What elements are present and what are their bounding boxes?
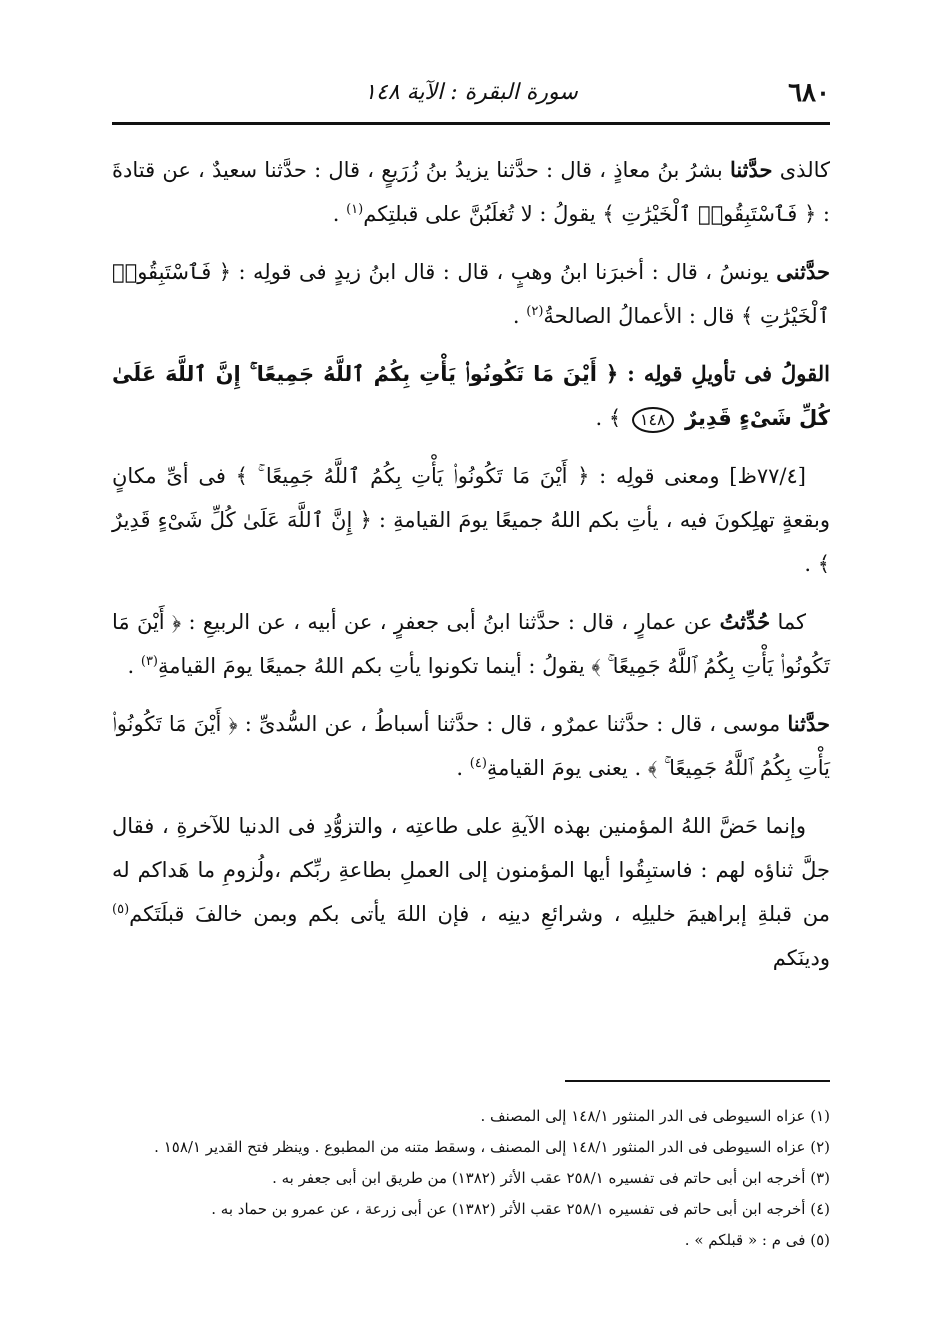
paragraph-end: . (512, 304, 527, 328)
footnote-ref: (١) (346, 202, 364, 217)
section-heading: القولُ فى تأويلِ قولِه : (627, 361, 830, 386)
paragraph-3 (112, 454, 830, 586)
paragraph-end: . (456, 756, 470, 780)
verse-number-badge: ١٤٨ (632, 407, 674, 433)
running-title: سورة البقرة : الآية ١٤٨ (364, 80, 578, 105)
paragraph-text: يونسُ ، قال : أخبرَنا ابنُ وهبٍ ، قال : قال ابنُ زيدٍ فى قولِه : ﴿ فَٱسْتَبِقُوا۟ ٱلْخَيْرَٰتِ ﴾ قال : الأعمالُ الصالحةُ (112, 260, 830, 328)
header-divider (112, 122, 830, 125)
footnote-ref: (٢) (526, 304, 544, 319)
narration-term: حُدِّثتُ (719, 609, 771, 634)
page-header (112, 72, 830, 116)
page-number: ٦٨٠ (788, 78, 830, 108)
paragraph-text: كما (770, 610, 807, 634)
paragraph-text: بشرُ بنُ معاذٍ ، قال : حدَّثنا يزيدُ بنُ زُرَيعٍ ، قال : حدَّثنا سعيدٌ ، عن قتادةَ : ﴿ فَٱسْتَبِقُوا۟ ٱلْخَيْرَٰتِ ﴾ يقولُ : لا تُغلَبُنَّ على قبلتِكم (112, 158, 830, 226)
paragraph-2 (112, 250, 830, 338)
footnote-1: (١) عزاه السيوطى فى الدر المنثور ١٤٨/١ إلى المصنف . (480, 1107, 830, 1125)
paragraph-text: ودينَكم (772, 946, 830, 970)
section-heading-verse (112, 352, 830, 440)
paragraph-text: وإنما حَضَّ اللهُ المؤمنين بهذه الآيةِ على طاعتِه ، والتزوُّدِ فى الدنيا للآخرةِ ، فقال جلَّ ثناؤه لهم : فاستبِقُوا أيها المؤمنون إلى العملِ بطاعةِ ربِّكم ،ولُزومِ ما هَداكم له من قبلةِ إبراهيمَ خليلِه ، وشرائعِ دينِه ، فإن اللهَ يأتى بكم وبمن خالفَ قبلَتَكم (112, 814, 830, 926)
footnotes (112, 1102, 830, 1257)
paragraph-end: . (332, 202, 347, 226)
quran-verse: ﴿ أَيْنَ مَا تَكُونُوا۟ يَأْتِ بِكُمُ ٱللَّهُ جَمِيعًا ۚ إِنَّ ٱللَّهَ عَلَىٰ كُلِّ شَىْءٍ قَدِيرٌ (112, 362, 830, 430)
paragraph-6 (112, 804, 830, 980)
footnote-ref: (٥) (112, 902, 130, 917)
footnote-2: (٢) عزاه السيوطى فى الدر المنثور ١٤٨/١ إلى المصنف ، وسقط متنه من المطبوع . وينظر فتح القدير ١٥٨/١ . (154, 1138, 830, 1156)
footnote-divider (565, 1080, 830, 1082)
paragraph-5 (112, 702, 830, 790)
paragraph-4 (112, 600, 830, 688)
paragraph-end: ﴾ . (595, 406, 628, 430)
main-text (112, 148, 830, 994)
paragraph-text: موسى ، قال : حدَّثنا عمرٌو ، قال : حدَّثنا أسباطُ ، عن السُّدىِّ : ﴿ أَيْنَ مَا تَكُونُوا۟ يَأْتِ بِكُمُ ٱللَّهُ جَمِيعًا ۚ ﴾ . يعنى يومَ القيامةِ (112, 712, 830, 780)
narration-term: حدَّثنى (776, 259, 830, 284)
paragraph-text: كالذى (772, 158, 830, 182)
paragraph-1 (112, 148, 830, 236)
footnote-4: (٤) أخرجه ابن أبى حاتم فى تفسيره ٢٥٨/١ عقب الأثر (١٣٨٢) عن أبى زرعة ، عن عمرو بن حماد به . (211, 1200, 830, 1218)
paragraph-text: عن عمارٍ ، قال : حدَّثنا ابنُ أبى جعفرٍ ، عن أبيه ، عن الربيعِ : ﴿ أَيْنَ مَا تَكُونُوا۟ يَأْتِ بِكُمُ ٱللَّهُ جَمِيعًا ۚ ﴾ يقولُ : أينما تكونوا يأتِ بكم اللهُ جميعًا يومَ القيامةِ (112, 610, 830, 678)
paragraph-end: . (127, 654, 141, 678)
paragraph-text: [٧٧/٤ظ] ومعنى قولِه : ﴿ أَيْنَ مَا تَكُونُوا۟ يَأْتِ بِكُمُ ٱللَّهُ جَمِيعًا ۚ ﴾ فى أىِّ مكانٍ وبقعةٍ تهلِكونَ فيه ، يأتِ بكم اللهُ جميعًا يومَ القيامةِ : ﴿ إِنَّ ٱللَّهَ عَلَىٰ كُلِّ شَىْءٍ قَدِيرٌ ﴾ . (112, 464, 830, 576)
narration-term: حدَّثنا (787, 711, 830, 736)
footnote-5: (٥) فى م : « قبلكم » . (684, 1231, 830, 1249)
footnote-ref: (٣) (140, 654, 158, 669)
narration-term: حدَّثنا (729, 157, 773, 182)
footnote-ref: (٤) (469, 756, 487, 771)
footnote-3: (٣) أخرجه ابن أبى حاتم فى تفسيره ٢٥٨/١ عقب الأثر (١٣٨٢) من طريق ابن أبى جعفر به . (272, 1169, 830, 1187)
